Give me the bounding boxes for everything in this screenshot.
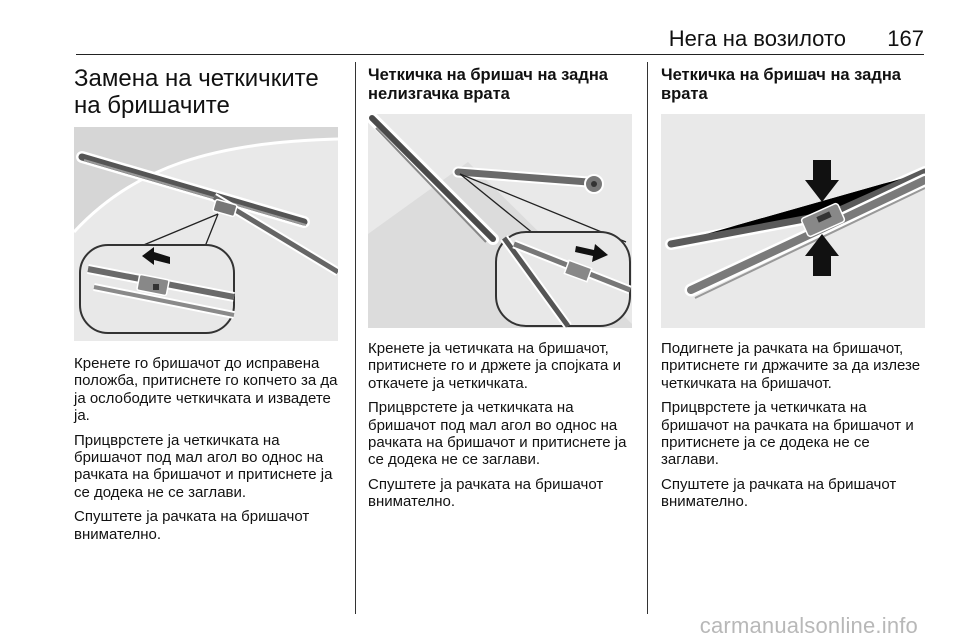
column-divider: [647, 62, 648, 614]
column-divider: [355, 62, 356, 614]
paragraph: Прицврстете ја четкичката на бришачот под мал агол во однос на рачката на бришачот и притиснете ја се додека не се заглави.: [368, 399, 627, 469]
paragraph: Прицврстете ја четкичката на бришачот на рачката на бришачот и притиснете ја се додека не се заглави.: [661, 399, 914, 469]
tailgate-wiper-illustration: [661, 114, 925, 328]
paragraph: Спуштете ја рачката на бришачот внимателно.: [661, 475, 897, 511]
page-number: 167: [887, 26, 924, 51]
paragraph: Подигнете ја рачката на бришачот, притиснете ги држачите за да излезе четкичката на бришачот.: [661, 340, 921, 392]
figure-tailgate-wiper: [661, 114, 925, 328]
page-header: [76, 22, 924, 54]
header-rule: [76, 54, 924, 55]
paragraph: Кренете ја четичката на бришачот, притиснете го и држете ја спојката и откачете ја четкичката.: [368, 340, 621, 392]
figure-front-wiper: [74, 127, 338, 341]
paragraph: Кренете го бришачот до исправена положба, притиснете го копчето за да ја ослободите четкичката и извадете ја.: [74, 355, 338, 425]
paragraph: Спуштете ја рачката на бришачот внимателно.: [368, 475, 604, 511]
instructions-text: [368, 340, 634, 511]
front-wiper-illustration: [74, 127, 338, 341]
header-title: Нега на возилото: [668, 26, 846, 51]
column-tailgate-wiper: [661, 62, 927, 511]
instructions-text: [74, 355, 340, 543]
rear-wiper-illustration: [368, 114, 632, 328]
section-heading: Четкичка на бришач на задна врата: [661, 66, 901, 103]
column-rear-fixed-window-wiper: [368, 62, 634, 511]
instructions-text: [661, 340, 927, 511]
column-front-wiper: [74, 62, 340, 543]
watermark: carmanualsonline.info: [699, 613, 918, 638]
section-heading: Четкичка на бришач на задна нелизгачка врата: [368, 66, 608, 103]
section-heading: Замена на четкичките на бришачите: [74, 65, 319, 119]
paragraph: Спуштете ја рачката на бришачот внимателно.: [74, 508, 310, 543]
paragraph: Прицврстете ја четкичката на бришачот под мал агол во однос на рачката на бришачот и притиснете ја се додека не се заглави.: [74, 431, 333, 501]
figure-rear-fixed-window-wiper: [368, 114, 632, 328]
